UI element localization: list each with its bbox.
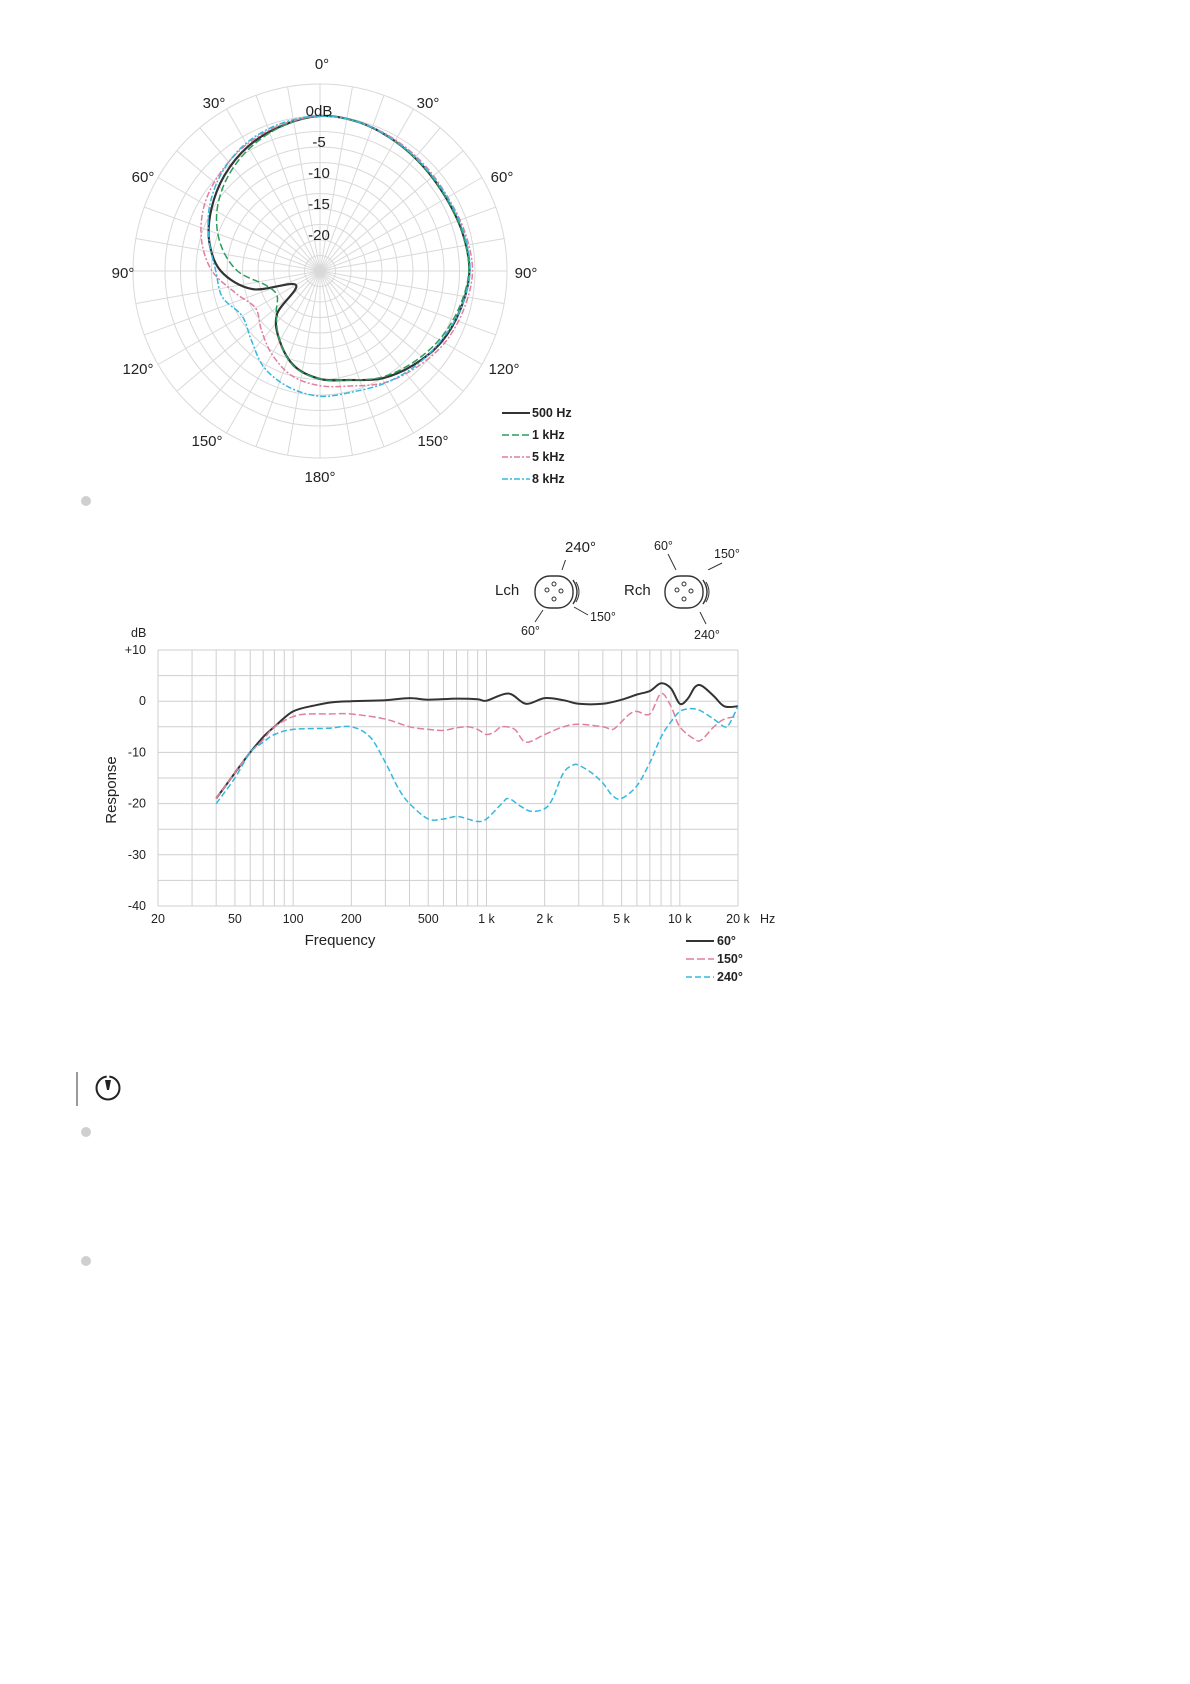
radial-tick-label: -15 — [308, 196, 330, 213]
list-bullet — [81, 1127, 91, 1137]
rch-diagram — [624, 576, 720, 642]
caution-icon — [94, 1074, 122, 1102]
y-tick-label: 0 — [139, 694, 146, 709]
rch-angle-60-top: 60° — [654, 539, 673, 553]
x-tick-label: 10 k — [667, 912, 692, 926]
pointer-arrow — [668, 554, 676, 570]
legend-label-240: 240° — [717, 970, 743, 984]
x-tick-label: 5 k — [613, 912, 630, 926]
radial-tick-label: -10 — [308, 165, 330, 182]
lch-angle-60: 60° — [521, 624, 540, 638]
y-tick-label: -20 — [127, 796, 146, 811]
freq-series-line-2 — [216, 706, 738, 821]
lch-label: Lch — [495, 582, 520, 599]
lch-angle-150: 150° — [590, 610, 616, 624]
pointer-arrow — [708, 563, 722, 570]
angle-label-60-right: 60° — [490, 169, 514, 186]
angle-label-90-right: 90° — [514, 265, 538, 282]
legend-label-150: 150° — [717, 952, 743, 966]
polar-legend — [502, 406, 572, 486]
angle-label-0: 0° — [314, 56, 330, 73]
polar-series-line-1 — [217, 116, 469, 380]
x-tick-label: 50 — [227, 912, 242, 926]
y-tick-label: +10 — [124, 643, 146, 657]
x-axis-title: Frequency — [304, 932, 376, 949]
y-tick-label: -10 — [127, 745, 146, 760]
pointer-arrow — [574, 607, 588, 615]
angle-label-120-left: 120° — [122, 361, 154, 378]
x-tick-label: 1 k — [478, 912, 495, 926]
angle-label-150-right: 150° — [417, 433, 449, 450]
x-tick-label: 2 k — [536, 912, 554, 926]
radial-tick-label: -5 — [312, 134, 326, 151]
frequency-grid — [158, 650, 738, 906]
x-tick-label: 20 k — [726, 912, 750, 926]
pointer-arrow — [700, 612, 706, 624]
y-tick-label: -40 — [127, 899, 146, 913]
x-tick-label: 500 — [417, 912, 439, 926]
angle-label-60-left: 60° — [131, 169, 155, 186]
frequency-legend — [686, 934, 743, 984]
polar-series-line-3 — [208, 116, 470, 396]
rch-angle-240: 240° — [694, 628, 720, 642]
lch-angle-240-top: 240° — [565, 539, 597, 556]
legend-label-500hz: 500 Hz — [532, 406, 572, 420]
earbud-right-icon — [665, 576, 709, 608]
angle-label-30-left: 30° — [202, 95, 226, 112]
freq-series-line-1 — [216, 693, 738, 798]
radial-tick-label: -20 — [308, 227, 330, 244]
diagram-top-labels — [0, 530, 820, 570]
rch-angle-150-top: 150° — [714, 547, 740, 561]
radial-tick-label: 0dB — [305, 103, 333, 120]
x-tick-label: 100 — [282, 912, 304, 926]
pointer-arrow — [535, 610, 543, 622]
angle-label-180: 180° — [304, 469, 336, 486]
legend-label-60: 60° — [717, 934, 736, 948]
y-unit-label: dB — [131, 626, 147, 640]
x-unit-label: Hz — [760, 912, 776, 926]
x-tick-label: 20 — [151, 912, 165, 926]
legend-label-5khz: 5 kHz — [532, 450, 565, 464]
angle-label-150-left: 150° — [191, 433, 223, 450]
note-marker-bar — [76, 1072, 78, 1106]
polar-pattern-chart — [0, 0, 620, 540]
frequency-response-chart — [0, 560, 820, 990]
angle-label-90-left: 90° — [111, 265, 135, 282]
x-tick-label: 200 — [340, 912, 362, 926]
angle-label-30-right: 30° — [416, 95, 440, 112]
freq-series-line-0 — [216, 683, 738, 798]
lch-diagram — [495, 560, 616, 638]
legend-label-1khz: 1 kHz — [532, 428, 565, 442]
y-axis-title: Response — [103, 756, 120, 824]
list-bullet — [81, 496, 91, 506]
legend-label-8khz: 8 kHz — [532, 472, 565, 486]
earbud-left-icon — [535, 576, 579, 608]
angle-label-120-right: 120° — [488, 361, 520, 378]
rch-label: Rch — [624, 582, 651, 599]
list-bullet — [81, 1256, 91, 1266]
y-tick-label: -30 — [127, 847, 146, 862]
